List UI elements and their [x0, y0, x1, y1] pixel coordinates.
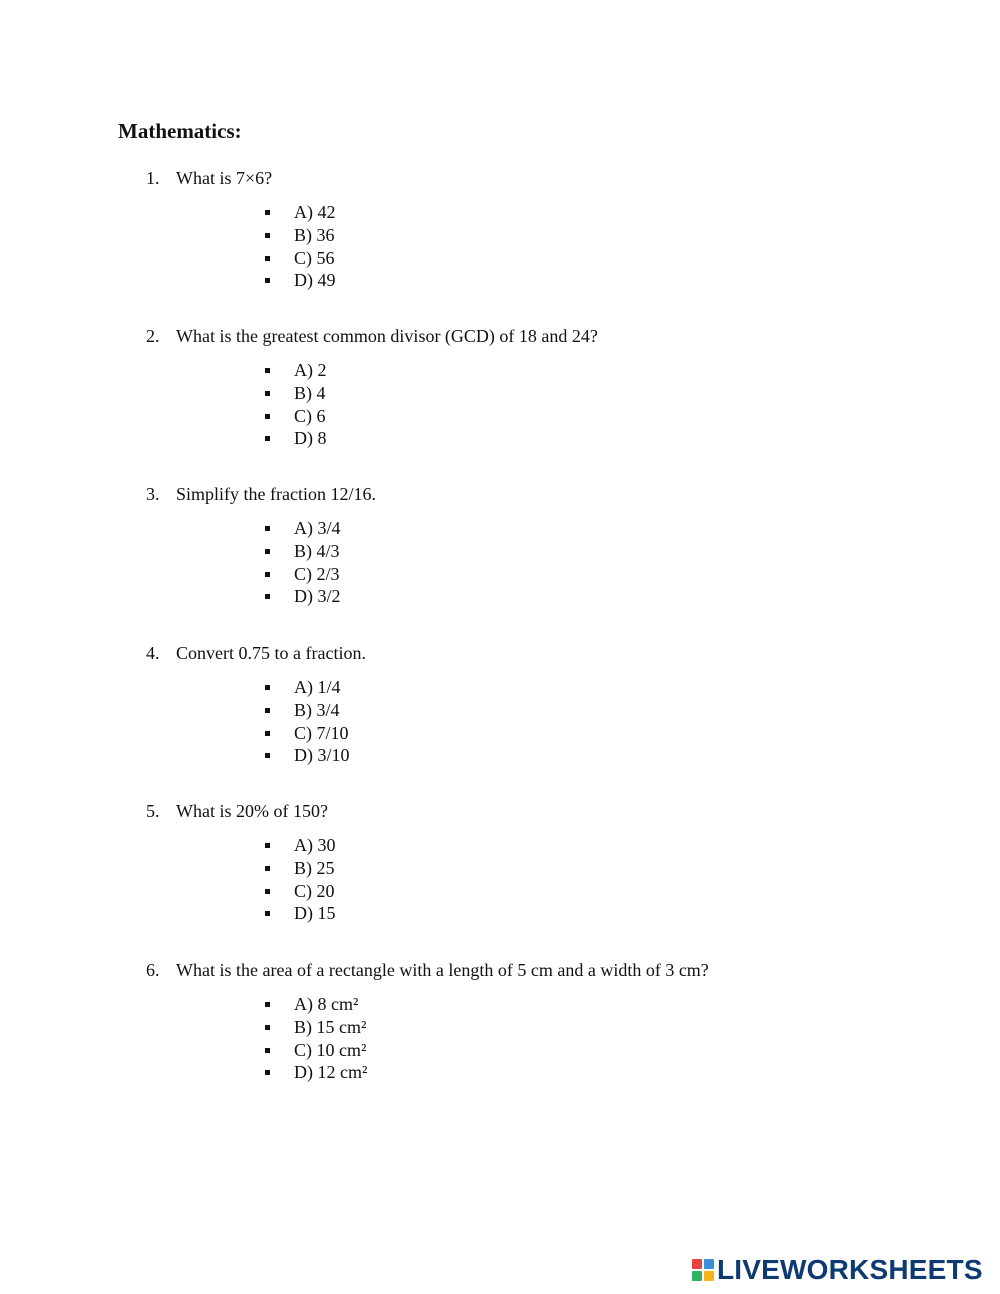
square-bullet-icon	[265, 866, 270, 871]
question-number: 4.	[146, 643, 160, 663]
option-text: D) 8	[294, 428, 327, 449]
square-bullet-icon	[265, 368, 270, 373]
option-text: B) 25	[294, 857, 335, 878]
option-text: B) 4/3	[294, 540, 340, 561]
option-text: D) 12 cm²	[294, 1062, 368, 1083]
question-text: What is 20% of 150?	[176, 801, 328, 821]
option-text: A) 30	[294, 835, 336, 855]
option-text: C) 20	[294, 880, 335, 901]
square-bullet-icon	[265, 911, 270, 916]
option-text: C) 7/10	[294, 722, 349, 743]
square-bullet-icon	[265, 436, 270, 441]
square-bullet-icon	[265, 889, 270, 894]
square-bullet-icon	[265, 414, 270, 419]
question-number: 6.	[146, 960, 160, 980]
question-3-text-line	[146, 482, 376, 506]
logo-square-yellow	[704, 1271, 714, 1281]
option-text: D) 49	[294, 270, 336, 291]
square-bullet-icon	[265, 256, 270, 261]
option-text: C) 56	[294, 247, 335, 268]
logo-square-green	[692, 1271, 702, 1281]
square-bullet-icon	[265, 1025, 270, 1030]
option-text: A) 8 cm²	[294, 994, 359, 1014]
square-bullet-icon	[265, 526, 270, 531]
logo-square-blue	[704, 1259, 714, 1269]
square-bullet-icon	[265, 1070, 270, 1075]
square-bullet-icon	[265, 572, 270, 577]
square-bullet-icon	[265, 1048, 270, 1053]
square-bullet-icon	[265, 843, 270, 848]
page-title: Mathematics:	[118, 119, 242, 143]
question-4-text-line	[146, 641, 366, 665]
option-text: B) 36	[294, 224, 335, 245]
option-text: D) 3/10	[294, 745, 350, 766]
square-bullet-icon	[265, 391, 270, 396]
option-text: D) 15	[294, 903, 336, 924]
square-bullet-icon	[265, 731, 270, 736]
square-bullet-icon	[265, 278, 270, 283]
question-text: What is 7×6?	[176, 168, 273, 188]
option-text: B) 4	[294, 382, 326, 403]
question-2-text-line	[146, 324, 598, 348]
question-1-text-line	[146, 166, 272, 190]
question-number: 3.	[146, 484, 160, 504]
square-bullet-icon	[265, 233, 270, 238]
square-bullet-icon	[265, 210, 270, 215]
option-text: C) 10 cm²	[294, 1039, 367, 1060]
question-text: Convert 0.75 to a fraction.	[176, 643, 366, 663]
square-bullet-icon	[265, 685, 270, 690]
option-text: A) 1/4	[294, 677, 341, 697]
option-text: C) 2/3	[294, 563, 340, 584]
option-text: B) 3/4	[294, 699, 340, 720]
question-number: 5.	[146, 801, 160, 821]
question-text: What is the greatest common divisor (GCD) of 18 and 24?	[176, 326, 598, 346]
square-bullet-icon	[265, 549, 270, 554]
question-6-text-line	[146, 958, 709, 982]
logo-square-red	[692, 1259, 702, 1269]
question-text: What is the area of a rectangle with a length of 5 cm and a width of 3 cm?	[176, 960, 709, 980]
square-bullet-icon	[265, 708, 270, 713]
square-bullet-icon	[265, 594, 270, 599]
square-bullet-icon	[265, 753, 270, 758]
square-bullet-icon	[265, 1002, 270, 1007]
option-text: A) 3/4	[294, 518, 341, 538]
option-text: B) 15 cm²	[294, 1016, 367, 1037]
option-text: A) 2	[294, 360, 327, 380]
question-number: 2.	[146, 326, 160, 346]
option-text: A) 42	[294, 202, 336, 222]
question-text: Simplify the fraction 12/16.	[176, 484, 376, 504]
option-text: C) 6	[294, 405, 326, 426]
question-number: 1.	[146, 168, 160, 188]
question-5-text-line	[146, 799, 328, 823]
option-text: D) 3/2	[294, 586, 341, 607]
brand-name: LIVEWORKSHEETS	[717, 1254, 983, 1285]
liveworksheets-logo	[692, 1254, 983, 1286]
liveworksheets-logo-icon	[692, 1259, 714, 1281]
